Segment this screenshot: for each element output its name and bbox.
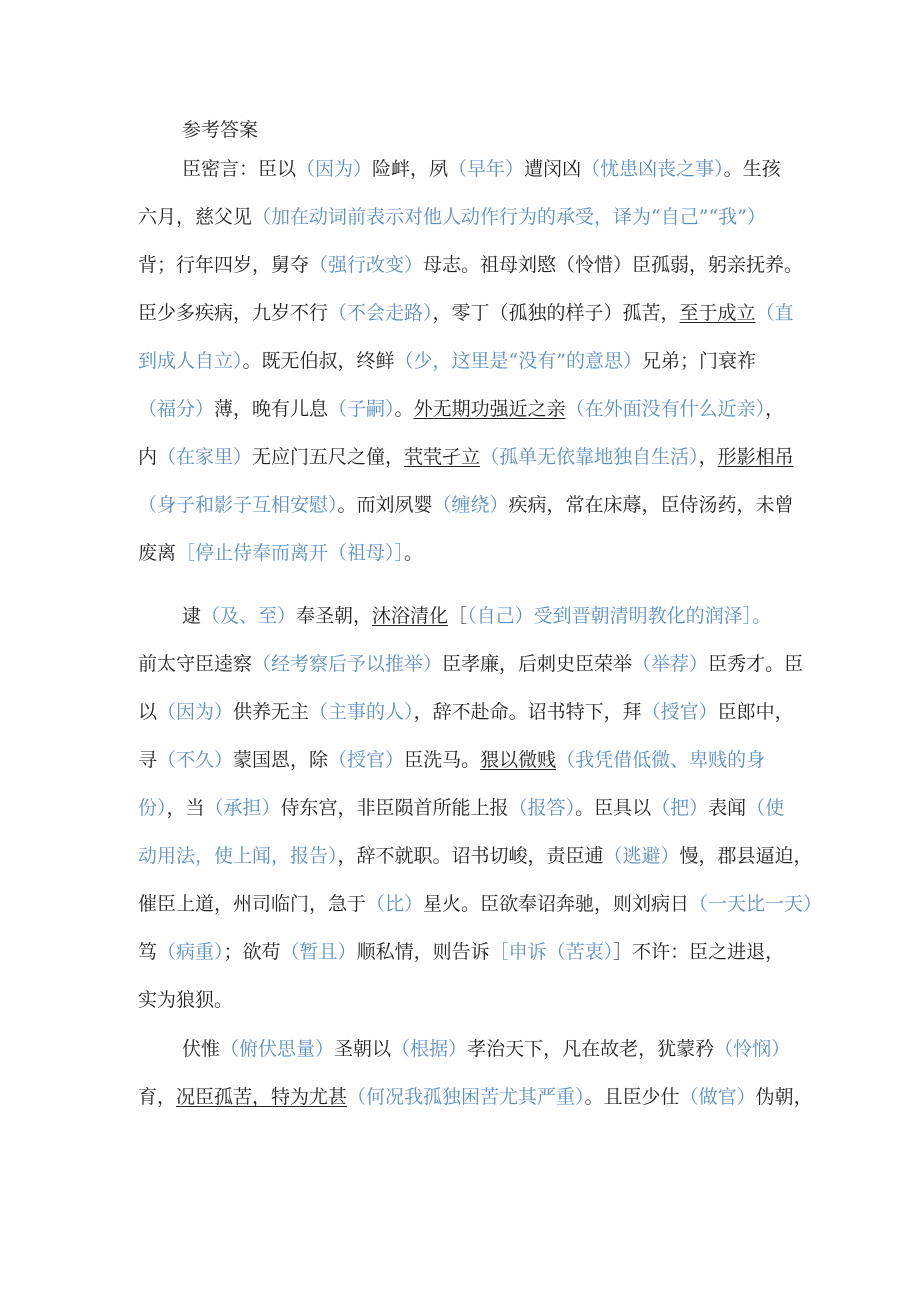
original-text: 。 xyxy=(404,542,424,564)
original-text: 顺私情，则告诉 xyxy=(356,941,490,963)
annotation-text: （不久） xyxy=(157,749,234,771)
original-text: 。生孩 xyxy=(723,158,781,180)
original-text: 。 xyxy=(394,398,414,420)
key-phrase: 沐浴清化 xyxy=(372,605,449,627)
annotation-text: （缠绕） xyxy=(432,494,509,516)
paragraph xyxy=(138,145,804,577)
annotation-text: （比） xyxy=(366,893,424,915)
original-text: ， xyxy=(698,446,718,468)
text-line xyxy=(138,193,788,241)
text-line xyxy=(138,1073,813,1121)
annotation-text: （主事的人） xyxy=(309,701,414,723)
annotation-text: （经考察后予以推举） xyxy=(252,653,443,675)
text-line xyxy=(138,1025,791,1073)
original-text: ，零丁（孤独的样子）孤苦， xyxy=(432,302,680,324)
text-line xyxy=(138,385,788,433)
annotation-text: （福分） xyxy=(138,398,215,420)
original-text: 。且臣少仕 xyxy=(584,1086,680,1108)
original-text: ，辞不赴命。诏书特下，拜 xyxy=(413,701,642,723)
original-text: 伪朝， xyxy=(755,1086,813,1108)
annotation-text: （忧患凶丧之事） xyxy=(581,158,724,180)
original-text: 六月，慈父见 xyxy=(138,206,253,228)
annotation-text: （俯伏思量） xyxy=(220,1038,335,1060)
text-line xyxy=(138,832,813,880)
document-title: 参考答案 xyxy=(182,119,259,141)
annotation-text: （强行改变） xyxy=(309,254,424,276)
original-text: 逮 xyxy=(182,605,202,627)
annotation-text: （子嗣） xyxy=(328,398,395,420)
annotation-text: （使 xyxy=(746,797,785,819)
paragraph xyxy=(138,1025,813,1121)
original-text: 奉圣朝， xyxy=(296,605,373,627)
text-line xyxy=(138,640,804,688)
text-line xyxy=(138,337,788,385)
text-line xyxy=(138,688,794,736)
original-text: 孝治天下，凡在故老，犹蒙矜 xyxy=(467,1038,715,1060)
original-text: 臣洗马。 xyxy=(404,749,481,771)
annotation-text: （因为） xyxy=(157,701,234,723)
annotation-text: （在外面没有什么近亲） xyxy=(565,398,766,420)
original-text: ，辞不就职。诏书切峻，责臣逋 xyxy=(337,845,604,867)
annotation-text: （一天比一天） xyxy=(689,893,823,915)
annotation-text: （举荐） xyxy=(632,653,709,675)
original-text: 疾病，常在床蓐，臣侍汤药，未曾 xyxy=(508,494,794,516)
original-text: 慢，郡县逼迫， xyxy=(679,845,813,867)
text-line xyxy=(138,880,823,928)
annotation-text: （我凭借低微、卑贱的身 xyxy=(556,749,766,771)
original-text: 以 xyxy=(138,701,158,723)
text-line xyxy=(138,145,788,193)
text-line xyxy=(138,976,788,1024)
annotation-text: （加在动词前表示对他人动作行为的承受，译为“自己”“我”） xyxy=(252,206,766,228)
original-text: 星火。臣欲奉诏奔驰，则刘病日 xyxy=(423,893,690,915)
original-text: 兄弟；门衰祚 xyxy=(641,350,756,372)
original-text: 背；行年四岁，舅夺 xyxy=(138,254,310,276)
original-text: 实为狼狈。 xyxy=(138,989,234,1011)
text-line xyxy=(138,736,788,784)
original-text: 母志。祖母刘愍（怜惜）臣孤弱，躬亲抚养。 xyxy=(423,254,804,276)
annotation-text: （做官） xyxy=(679,1086,756,1108)
original-text: 育， xyxy=(138,1086,177,1108)
annotation-text: 动用法，使上闻，报告） xyxy=(138,845,338,867)
original-text: ，当 xyxy=(166,797,205,819)
original-text: 臣少多疾病，九岁不行 xyxy=(138,302,329,324)
annotation-text: （授官） xyxy=(328,749,405,771)
annotation-text: （自己）受到晋朝清明教化的润泽］。 xyxy=(467,605,772,627)
text-line xyxy=(138,433,794,481)
annotation-text: （报答） xyxy=(508,797,576,819)
annotation-text: （早年） xyxy=(448,158,525,180)
original-text: 臣密言：臣以 xyxy=(182,158,297,180)
annotation-text: （何况我孤独困苦尤其严重） xyxy=(347,1086,585,1108)
original-text: 供养无主 xyxy=(233,701,310,723)
original-text: 臣秀才。臣 xyxy=(708,653,804,675)
original-text: 圣朝以 xyxy=(334,1038,392,1060)
text-line xyxy=(138,289,794,337)
original-text: 臣孝廉，后刺史臣荣举 xyxy=(442,653,633,675)
paragraph xyxy=(138,592,823,1024)
annotation-text: （暂且） xyxy=(280,941,357,963)
annotation-text: （身子和影子互相安慰） xyxy=(138,494,338,516)
annotation-text: （病重） xyxy=(157,941,224,963)
key-phrase: 茕茕孑立 xyxy=(404,446,481,468)
annotation-text: 到成人自立） xyxy=(138,350,243,372)
original-text: 废离 xyxy=(138,542,177,564)
original-text: ；欲苟 xyxy=(223,941,281,963)
original-text: ， xyxy=(765,398,785,420)
annotation-text: （怜悯） xyxy=(714,1038,791,1060)
text-line xyxy=(138,592,788,640)
original-text: 。臣具以 xyxy=(575,797,652,819)
original-text: 寻 xyxy=(138,749,158,771)
text-line xyxy=(138,784,788,832)
original-text: 前太守臣逵察 xyxy=(138,653,253,675)
original-text: 。而刘夙婴 xyxy=(337,494,433,516)
annotation-text: ［申诉（苦衷） xyxy=(489,941,614,963)
annotation-text: （在家里） xyxy=(157,446,253,468)
key-phrase: 猥以微贱 xyxy=(480,749,557,771)
text-line xyxy=(138,928,788,976)
annotation-text: （直 xyxy=(755,302,794,324)
annotation-text: ［停止侍奉而离开（祖母）］ xyxy=(176,542,405,564)
annotation-text: （根据） xyxy=(391,1038,468,1060)
original-text: 催臣上道，州司临门，急于 xyxy=(138,893,367,915)
original-text: 蒙国恩，除 xyxy=(233,749,329,771)
key-phrase: 形影相吊 xyxy=(717,446,794,468)
key-phrase: 况臣孤苦，特为尤甚 xyxy=(176,1086,348,1108)
annotation-text: （及、至） xyxy=(201,605,297,627)
annotation-text: （少，这里是“没有”的意思） xyxy=(394,350,642,372)
annotation-text: （把） xyxy=(651,797,709,819)
original-text: 臣郎中， xyxy=(717,701,794,723)
text-line xyxy=(138,481,794,529)
original-text: 遭闵凶 xyxy=(524,158,582,180)
key-phrase: 至于成立 xyxy=(679,302,756,324)
text-line xyxy=(138,241,804,289)
original-text: ［ xyxy=(448,605,468,627)
annotation-text: （承担） xyxy=(204,797,281,819)
original-text: 笃 xyxy=(138,941,158,963)
original-text: 。既无伯叔，终鲜 xyxy=(242,350,395,372)
original-text: 伏惟 xyxy=(182,1038,221,1060)
original-text: 险衅，夙 xyxy=(372,158,449,180)
annotation-text: 份） xyxy=(138,797,167,819)
text-line xyxy=(138,529,788,577)
original-text: 薄，晚有儿息 xyxy=(214,398,329,420)
original-text: 侍东宫，非臣陨首所能上报 xyxy=(280,797,509,819)
original-text: ］不许：臣之进退， xyxy=(613,941,785,963)
annotation-text: （孤单无依靠地独自生活） xyxy=(480,446,699,468)
annotation-text: （因为） xyxy=(296,158,373,180)
original-text: 无应门五尺之僮， xyxy=(252,446,405,468)
original-text: 内 xyxy=(138,446,158,468)
original-text: 表闻 xyxy=(708,797,747,819)
annotation-text: （不会走路） xyxy=(328,302,433,324)
annotation-text: （授官） xyxy=(641,701,718,723)
annotation-text: （逃避） xyxy=(603,845,680,867)
key-phrase: 外无期功强近之亲 xyxy=(413,398,566,420)
